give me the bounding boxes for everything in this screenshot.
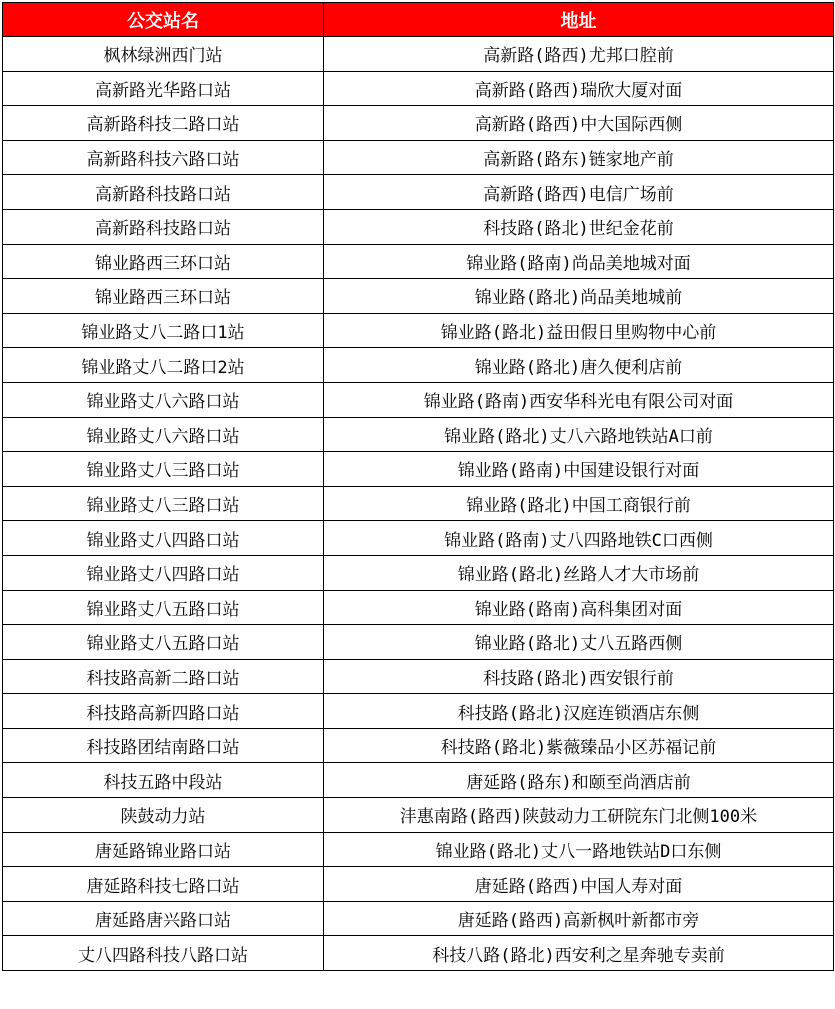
station-name-cell: 高新路科技二路口站 xyxy=(3,106,324,141)
table-row xyxy=(3,71,834,106)
station-name-cell: 锦业路西三环口站 xyxy=(3,279,324,314)
station-name-cell: 锦业路丈八二路口1站 xyxy=(3,313,324,348)
station-name-cell: 高新路光华路口站 xyxy=(3,71,324,106)
station-name-cell: 唐延路科技七路口站 xyxy=(3,867,324,902)
table-row xyxy=(3,901,834,936)
column-header-station: 公交站名 xyxy=(3,3,324,37)
address-cell: 锦业路(路北)尚品美地城前 xyxy=(324,279,834,314)
address-cell: 高新路(路西)电信广场前 xyxy=(324,175,834,210)
station-name-cell: 锦业路丈八三路口站 xyxy=(3,486,324,521)
station-name-cell: 高新路科技路口站 xyxy=(3,209,324,244)
table-row xyxy=(3,140,834,175)
bus-station-table xyxy=(2,2,834,971)
address-cell: 科技路(路北)西安银行前 xyxy=(324,659,834,694)
address-cell: 科技路(路北)世纪金花前 xyxy=(324,209,834,244)
address-cell: 锦业路(路北)丈八五路西侧 xyxy=(324,625,834,660)
station-name-cell: 科技路高新四路口站 xyxy=(3,694,324,729)
table-row xyxy=(3,832,834,867)
address-cell: 锦业路(路南)尚品美地城对面 xyxy=(324,244,834,279)
station-name-cell: 锦业路丈八四路口站 xyxy=(3,521,324,556)
table-row xyxy=(3,244,834,279)
table-row xyxy=(3,382,834,417)
address-cell: 唐延路(路西)高新枫叶新都市旁 xyxy=(324,901,834,936)
station-name-cell: 科技路高新二路口站 xyxy=(3,659,324,694)
address-cell: 唐延路(路东)和颐至尚酒店前 xyxy=(324,763,834,798)
table-row xyxy=(3,936,834,971)
table-row xyxy=(3,867,834,902)
address-cell: 高新路(路西)尤邦口腔前 xyxy=(324,37,834,72)
station-name-cell: 科技路团结南路口站 xyxy=(3,728,324,763)
address-cell: 锦业路(路南)中国建设银行对面 xyxy=(324,452,834,487)
address-cell: 锦业路(路北)丈八六路地铁站A口前 xyxy=(324,417,834,452)
station-name-cell: 唐延路唐兴路口站 xyxy=(3,901,324,936)
table-row xyxy=(3,452,834,487)
station-name-cell: 锦业路丈八六路口站 xyxy=(3,382,324,417)
address-cell: 科技路(路北)紫薇臻品小区苏福记前 xyxy=(324,728,834,763)
table-row xyxy=(3,348,834,383)
address-cell: 唐延路(路西)中国人寿对面 xyxy=(324,867,834,902)
address-cell: 锦业路(路南)丈八四路地铁C口西侧 xyxy=(324,521,834,556)
station-name-cell: 高新路科技路口站 xyxy=(3,175,324,210)
station-name-cell: 锦业路丈八四路口站 xyxy=(3,555,324,590)
table-row xyxy=(3,659,834,694)
station-name-cell: 陕鼓动力站 xyxy=(3,798,324,833)
station-name-cell: 锦业路丈八五路口站 xyxy=(3,625,324,660)
station-name-cell: 锦业路丈八六路口站 xyxy=(3,417,324,452)
station-name-cell: 高新路科技六路口站 xyxy=(3,140,324,175)
table-body xyxy=(3,37,834,971)
address-cell: 锦业路(路北)中国工商银行前 xyxy=(324,486,834,521)
table-row xyxy=(3,798,834,833)
table-row xyxy=(3,313,834,348)
table-row xyxy=(3,106,834,141)
address-cell: 锦业路(路北)益田假日里购物中心前 xyxy=(324,313,834,348)
table-row xyxy=(3,728,834,763)
table-row xyxy=(3,625,834,660)
station-name-cell: 丈八四路科技八路口站 xyxy=(3,936,324,971)
column-header-address: 地址 xyxy=(324,3,834,37)
address-cell: 锦业路(路北)丈八一路地铁站D口东侧 xyxy=(324,832,834,867)
station-name-cell: 锦业路丈八五路口站 xyxy=(3,590,324,625)
address-cell: 高新路(路西)瑞欣大厦对面 xyxy=(324,71,834,106)
station-name-cell: 锦业路丈八三路口站 xyxy=(3,452,324,487)
address-cell: 沣惠南路(路西)陕鼓动力工研院东门北侧100米 xyxy=(324,798,834,833)
table-row xyxy=(3,37,834,72)
table-header-row xyxy=(3,3,834,37)
table-row xyxy=(3,486,834,521)
table-row xyxy=(3,209,834,244)
address-cell: 锦业路(路南)西安华科光电有限公司对面 xyxy=(324,382,834,417)
address-cell: 高新路(路西)中大国际西侧 xyxy=(324,106,834,141)
table-row xyxy=(3,694,834,729)
address-cell: 锦业路(路南)高科集团对面 xyxy=(324,590,834,625)
address-cell: 高新路(路东)链家地产前 xyxy=(324,140,834,175)
table-row xyxy=(3,763,834,798)
station-name-cell: 锦业路西三环口站 xyxy=(3,244,324,279)
station-name-cell: 科技五路中段站 xyxy=(3,763,324,798)
station-name-cell: 唐延路锦业路口站 xyxy=(3,832,324,867)
table-row xyxy=(3,521,834,556)
address-cell: 锦业路(路北)唐久便利店前 xyxy=(324,348,834,383)
address-cell: 科技路(路北)汉庭连锁酒店东侧 xyxy=(324,694,834,729)
table-row xyxy=(3,555,834,590)
table-row xyxy=(3,279,834,314)
address-cell: 锦业路(路北)丝路人才大市场前 xyxy=(324,555,834,590)
table-row xyxy=(3,590,834,625)
bus-station-table-container xyxy=(2,2,833,971)
station-name-cell: 锦业路丈八二路口2站 xyxy=(3,348,324,383)
table-row xyxy=(3,417,834,452)
address-cell: 科技八路(路北)西安利之星奔驰专卖前 xyxy=(324,936,834,971)
station-name-cell: 枫林绿洲西门站 xyxy=(3,37,324,72)
table-row xyxy=(3,175,834,210)
